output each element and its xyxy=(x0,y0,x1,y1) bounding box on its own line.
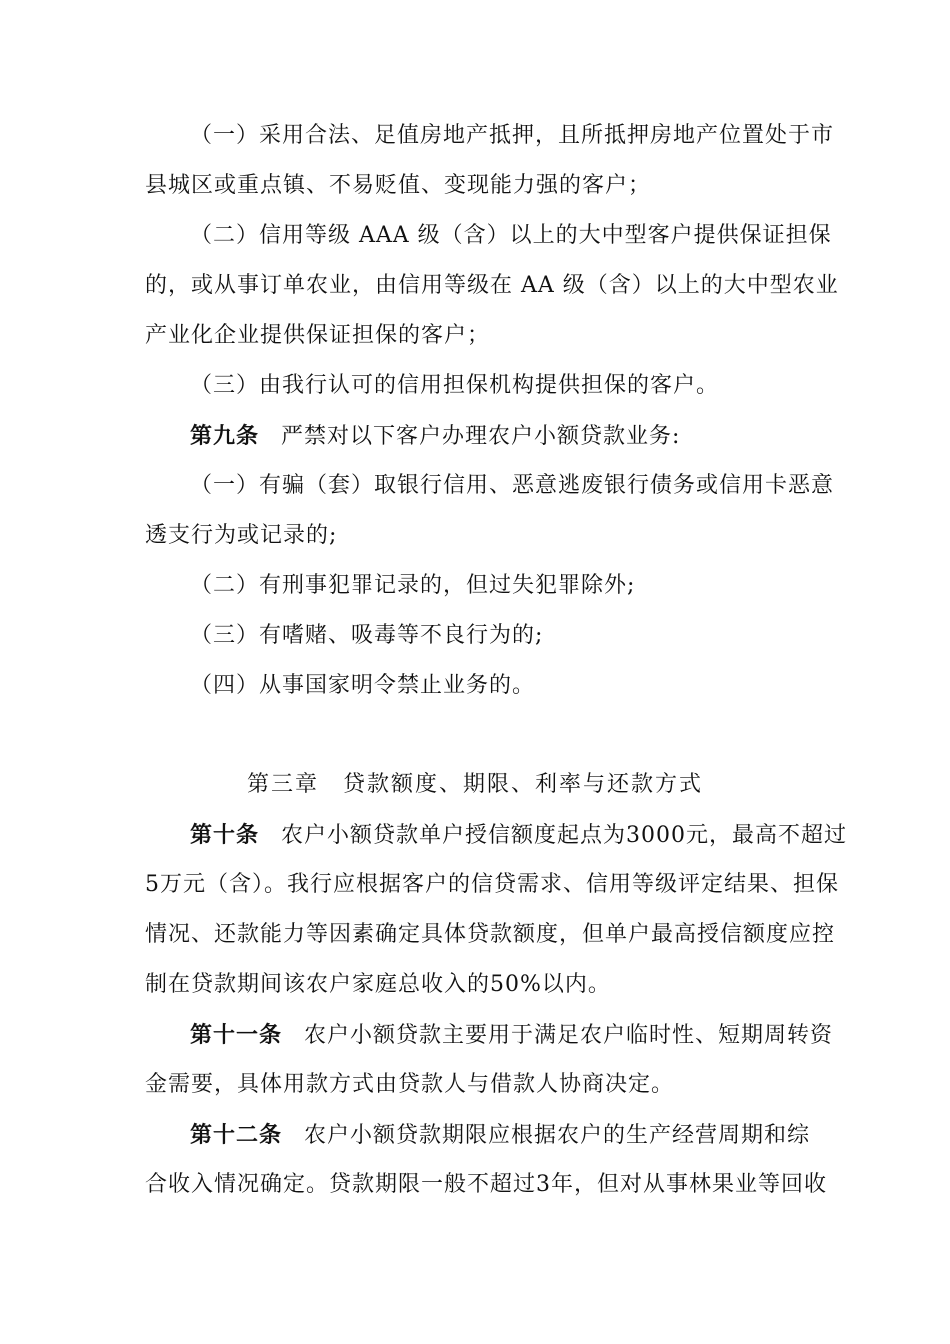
article-heading: 第十条 xyxy=(190,822,260,848)
article-text: 农户小额贷款期限应根据农户的生产经营周期和综 xyxy=(304,1123,811,1148)
text-line: 产业化企业提供保证担保的客户； xyxy=(145,323,491,348)
text-line: （三）由我行认可的信用担保机构提供担保的客户。 xyxy=(190,373,720,398)
text-line: 透支行为或记录的; xyxy=(145,523,338,548)
text-line: （二）信用等级 AAA 级（含）以上的大中型客户提供保证担保 xyxy=(190,223,832,248)
chapter-title: 第三章 贷款额度、期限、利率与还款方式 xyxy=(246,772,703,797)
text-line: 金需要，具体用款方式由贷款人与借款人协商决定。 xyxy=(145,1072,675,1097)
text-line: （一）有骗（套）取银行信用、恶意逃废银行债务或信用卡恶意 xyxy=(190,473,835,498)
text-line: 5万元（含）。我行应根据客户的信贷需求、信用等级评定结果、担保 xyxy=(145,872,839,897)
article-heading: 第九条 xyxy=(190,423,260,449)
text-line: 合收入情况确定。贷款期限一般不超过3年，但对从事林果业等回收 xyxy=(145,1172,827,1197)
text-line: （二）有刑事犯罪记录的，但过失犯罪除外; xyxy=(190,573,636,598)
article-text: 严禁对以下客户办理农户小额贷款业务: xyxy=(281,424,681,449)
text-line: （一）采用合法、足值房地产抵押，且所抵押房地产位置处于市 xyxy=(190,123,835,148)
text-line: （四）从事国家明令禁止业务的。 xyxy=(190,673,536,698)
article-10-line xyxy=(0,820,950,851)
text-line: （三）有嗜赌、吸毒等不良行为的; xyxy=(190,623,544,648)
article-11-line xyxy=(0,1020,950,1051)
article-heading: 第十二条 xyxy=(190,1122,283,1148)
article-12-line xyxy=(0,1120,950,1151)
text-line: 的，或从事订单农业，由信用等级在 AA 级（含）以上的大中型农业 xyxy=(145,273,839,298)
article-text: 农户小额贷款主要用于满足农户临时性、短期周转资 xyxy=(304,1023,834,1048)
article-text: 农户小额贷款单户授信额度起点为3000元，最高不超过 xyxy=(281,823,848,848)
text-line: 情况、还款能力等因素确定具体贷款额度，但单户最高授信额度应控 xyxy=(145,922,836,947)
article-9-line xyxy=(0,421,950,452)
text-line: 县城区或重点镇、不易贬值、变现能力强的客户； xyxy=(145,173,652,198)
article-heading: 第十一条 xyxy=(190,1022,283,1048)
text-line: 制在贷款期间该农户家庭总收入的50%以内。 xyxy=(145,972,611,997)
